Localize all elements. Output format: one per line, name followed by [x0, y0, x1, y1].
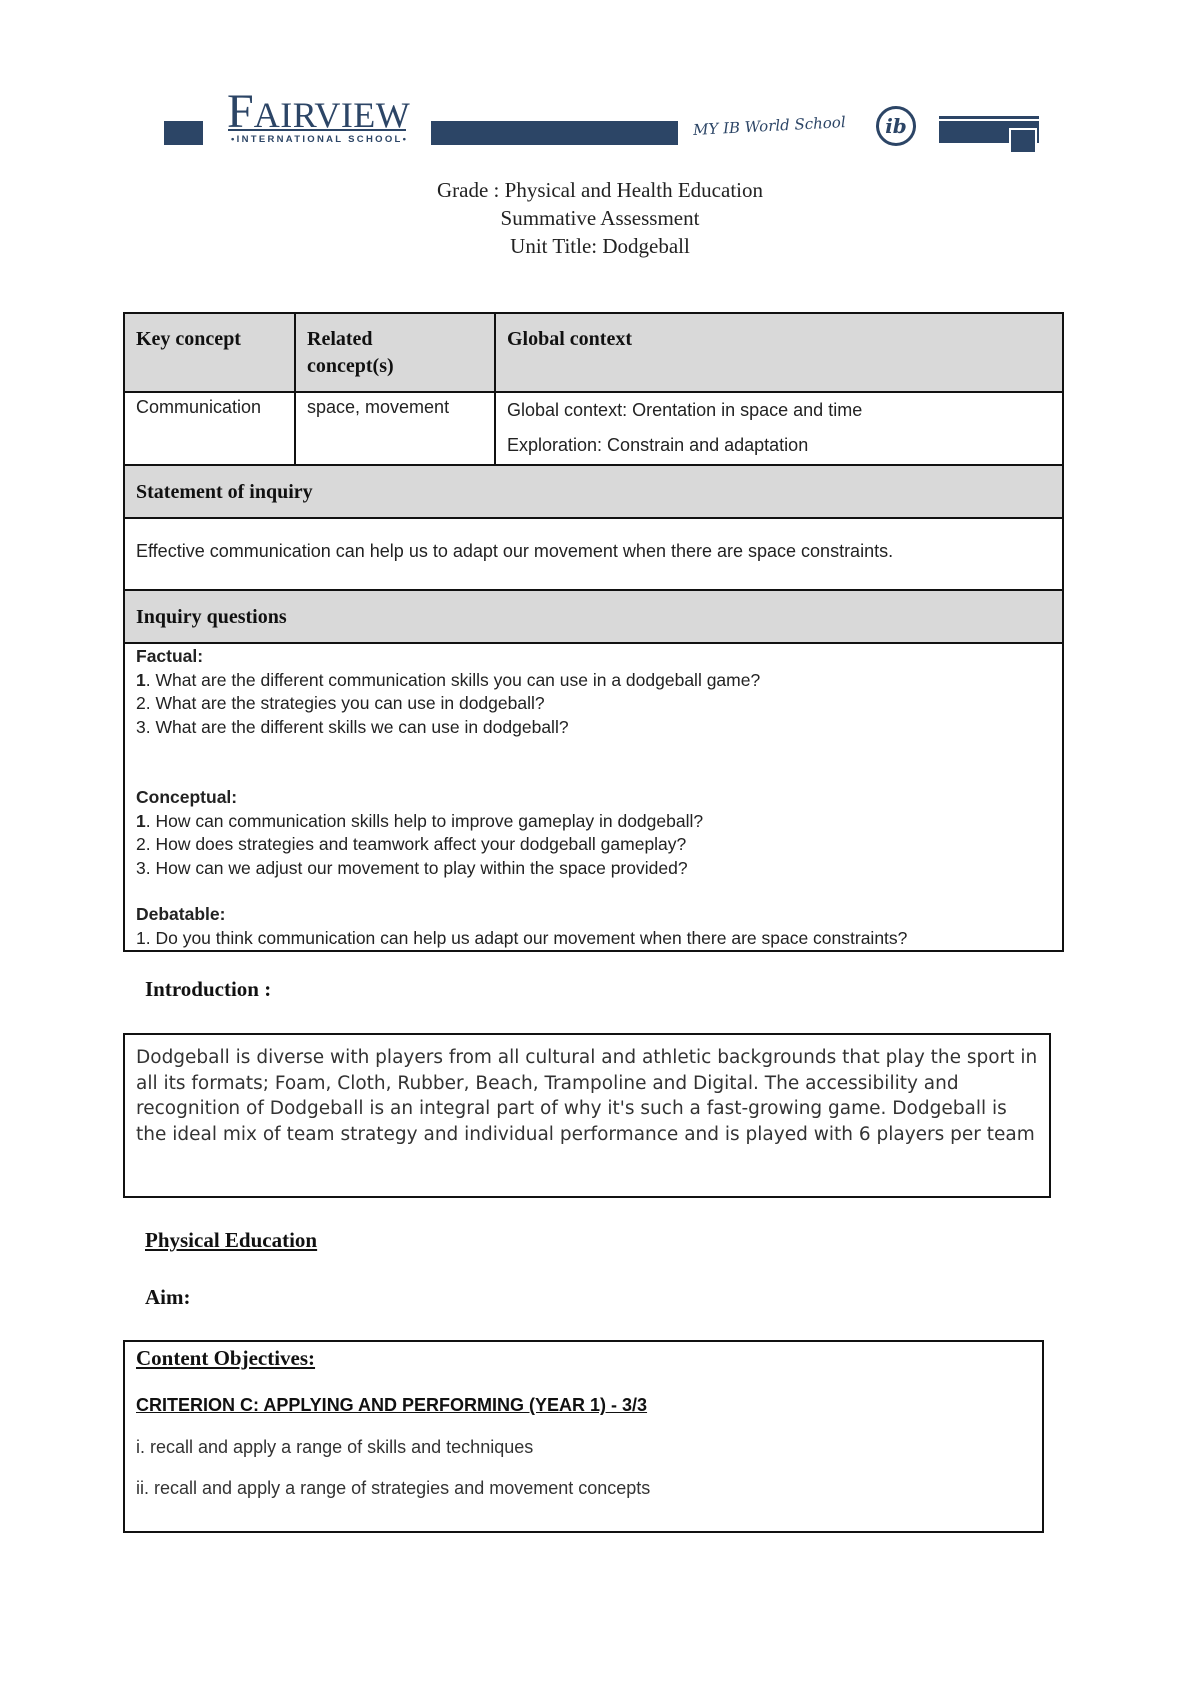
- factual-q2: 2. What are the strategies you can use in dodgeball?: [136, 693, 545, 713]
- conceptual-label: Conceptual:: [136, 787, 238, 807]
- exploration-text: Exploration: Constrain and adaptation: [507, 435, 809, 455]
- related-concepts-value: space, movement: [295, 392, 495, 465]
- conceptual-q2: 2. How does strategies and teamwork affect your dodgeball gameplay?: [136, 834, 687, 854]
- conceptual-q1: 1. How can communication skills help to improve gameplay in dodgeball?: [136, 810, 704, 831]
- header-bar-left: [164, 121, 203, 145]
- factual-q3: 3. What are the different skills we can use in dodgeball?: [136, 716, 569, 737]
- key-concept-value: Communication: [124, 392, 295, 465]
- related-concepts-header: Related concept(s): [295, 313, 495, 392]
- global-context-text: Global context: Orentation in space and time: [507, 400, 863, 420]
- tagline: MY IB World School: [692, 113, 847, 139]
- objective-item-2: ii. recall and apply a range of strategies and movement concepts: [136, 1478, 651, 1498]
- factual-q1: 1. What are the different communication skills you can use in a dodgeball game?: [136, 669, 761, 690]
- logo-initial: F: [227, 85, 254, 138]
- inquiry-questions-header: Inquiry questions: [124, 590, 1063, 643]
- global-context-value: [495, 392, 1063, 465]
- header-bar-top-line: [939, 116, 1039, 119]
- statement-of-inquiry-header: Statement of inquiry: [124, 465, 1063, 518]
- grade-line: Grade : Physical and Health Education: [437, 178, 763, 202]
- introduction-text: Dodgeball is diverse with players from all cultural and athletic backgrounds that play the sport in all its formats; Foam, Cloth, Rubber, Beach, Trampoline and Digital. The accessibility and recognition of Dodgeball is an integral part of why it's such a fast-growing game. Dodgeball is the ideal mix of team strategy and individual performance and is played with 6 players per team: [136, 1047, 1038, 1145]
- logo-subtitle: •INTERNATIONAL SCHOOL•: [231, 134, 409, 145]
- assessment-line: Summative Assessment: [500, 206, 700, 230]
- inquiry-questions-body: [124, 643, 1063, 951]
- unit-table: [123, 312, 1064, 952]
- global-context-header: Global context: [495, 313, 1063, 392]
- content-objectives-box: [123, 1340, 1044, 1533]
- objective-item-1: i. recall and apply a range of skills and techniques: [136, 1437, 534, 1457]
- header-square: [1009, 128, 1037, 154]
- content-objectives-title: Content Objectives:: [136, 1346, 316, 1370]
- unit-title: Unit Title: Dodgeball: [510, 234, 690, 258]
- debatable-label: Debatable:: [136, 904, 226, 924]
- logo-rest: AIRVIEW: [253, 95, 411, 135]
- aim-label: Aim:: [145, 1285, 191, 1309]
- ib-logo-icon: ib: [876, 106, 916, 146]
- introduction-box: [123, 1033, 1051, 1198]
- key-concept-header: Key concept: [124, 313, 295, 392]
- introduction-title: Introduction :: [145, 977, 272, 1001]
- conceptual-q3: 3. How can we adjust our movement to play within the space provided?: [136, 857, 688, 878]
- debatable-q1: 1. Do you think communication can help us adapt our movement when there are space constraints?: [136, 927, 908, 948]
- header-bar-middle: [431, 121, 678, 145]
- school-logo: [227, 85, 411, 138]
- statement-of-inquiry-value: Effective communication can help us to adapt our movement when there are space constraints.: [124, 518, 1063, 590]
- pe-title: Physical Education: [145, 1228, 318, 1252]
- factual-label: Factual:: [136, 646, 204, 666]
- criterion-heading: CRITERION C: APPLYING AND PERFORMING (YEAR 1) - 3/3: [136, 1395, 648, 1415]
